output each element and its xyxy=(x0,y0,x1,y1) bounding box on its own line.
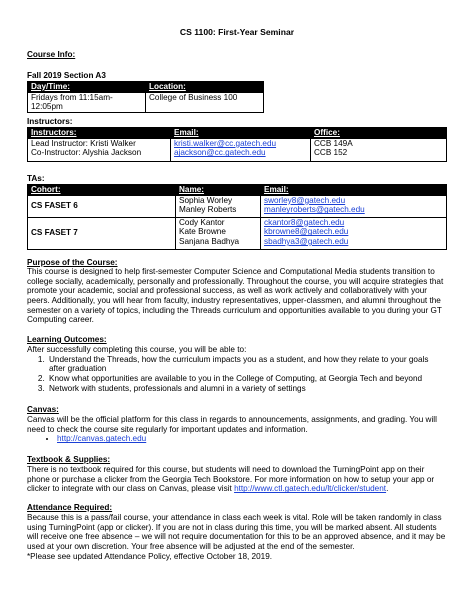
textbook-text: There is no textbook required for this course, but students will need to download the TurningPoint app on their phone or purchase a clicker from the Georgia Tech Bookstore. For more information on how to setup your app or clicker to integrate with our class on Canvas, please visit xyxy=(27,465,435,494)
col-email: Email: xyxy=(171,128,311,139)
faset-7-names xyxy=(176,217,261,249)
section-label: Fall 2019 Section A3 xyxy=(27,71,106,80)
canvas-link[interactable]: http://canvas.gatech.edu xyxy=(57,434,147,444)
instructor-names xyxy=(28,138,171,161)
list-item: 1. Understand the Threads, how the curriculum impacts you as a student, and how they relate to your goals after graduation xyxy=(47,355,447,374)
canvas-heading: Canvas: xyxy=(27,405,59,414)
lead-instructor-office: CCB 149A xyxy=(314,138,353,148)
col-instructors: Instructors: xyxy=(28,128,171,139)
instructors-table xyxy=(27,127,447,162)
ta-name: Manley Roberts xyxy=(179,205,237,215)
textbook-heading: Textbook & Supplies: xyxy=(27,455,111,464)
faset-7-emails xyxy=(261,217,447,249)
outcomes-heading: Learning Outcomes: xyxy=(27,335,107,344)
textbook-body xyxy=(27,465,447,494)
instructors-heading: Instructors: xyxy=(27,117,73,126)
canvas-section xyxy=(27,415,447,444)
ta-email[interactable]: kbrowne8@gatech.edu xyxy=(264,227,349,237)
outcomes-list xyxy=(47,355,447,394)
co-instructor-email[interactable]: ajackson@cc.gatech.edu xyxy=(174,148,266,158)
lead-instructor: Lead Instructor: Kristi Walker xyxy=(31,138,136,148)
outcomes-intro: After successfully completing this course, you will be able to: xyxy=(27,345,247,354)
canvas-links xyxy=(57,434,447,444)
ta-name: Sophia Worley xyxy=(179,195,233,205)
ta-email[interactable]: sworley8@gatech.edu xyxy=(264,195,346,205)
purpose-heading: Purpose of the Course: xyxy=(27,258,118,267)
co-instructor: Co-Instructor: Alyshia Jackson xyxy=(31,148,142,158)
col-day-time: Day/Time: xyxy=(28,82,146,93)
co-instructor-office: CCB 152 xyxy=(314,148,348,158)
course-info-table xyxy=(27,81,264,113)
day-time-value: Fridays from 11:15am-12:05pm xyxy=(28,92,146,112)
col-cohort: Cohort: xyxy=(28,185,176,196)
purpose-body: This course is designed to help first-semester Computer Science and Computational Media students transition to college socially, academically, personally and professionally. Throughout the course, you will acquire strategies that promote your academic, social and professional success, as well as work actively and collaboratively with your peers. Additionally, you will hear from faculty, industry representatives, upper-classmen, and alumni throughout the semester on a variety of topics, including the Threads curriculum and opportunities available to you during your GT Computing career. xyxy=(27,267,444,325)
page-title: CS 1100: First-Year Seminar xyxy=(179,27,295,37)
cohort-faset-6: CS FASET 6 xyxy=(28,195,176,217)
col-name: Name: xyxy=(176,185,261,196)
attendance-body: Because this is a pass/fail course, your attendance in class each week is vital. Role will be taken randomly in class using TurningPoint (app or clicker). If you are not in class during this time, you will be marked absent. All students will receive one free absence – we will not require documentation for this to be an approved absence, and it may be used at your own discretion. Your free absence will be adjusted at the end of the semester. xyxy=(27,513,446,552)
list-item xyxy=(57,434,447,444)
col-location: Location: xyxy=(146,82,264,93)
ta-name: Sanjana Badhya xyxy=(179,237,240,247)
clicker-link[interactable]: http://www.ctl.gatech.edu/lt/clicker/student xyxy=(234,484,387,494)
textbook-suffix: . xyxy=(386,484,389,494)
col-office: Office: xyxy=(311,128,447,139)
ta-name: Kate Browne xyxy=(179,227,226,237)
faset-6-emails xyxy=(261,195,447,217)
location-value: College of Business 100 xyxy=(146,92,264,112)
list-item: 3. Network with students, professionals and alumni in a variety of settings xyxy=(47,384,447,394)
attendance-heading: Attendance Required: xyxy=(27,503,113,512)
ta-email[interactable]: ckantor8@gatech.edu xyxy=(264,217,345,227)
instructor-emails xyxy=(171,138,311,161)
instructor-offices xyxy=(311,138,447,161)
ta-email[interactable]: manleyroberts@gatech.edu xyxy=(264,205,365,215)
tas-heading: TAs: xyxy=(27,174,45,183)
ta-email[interactable]: sbadhya3@gatech.edu xyxy=(264,237,349,247)
outcomes-section xyxy=(27,345,447,393)
attendance-note: *Please see updated Attendance Policy, effective October 18, 2019. xyxy=(27,551,273,561)
attendance-section xyxy=(27,513,447,561)
ta-name: Cody Kantor xyxy=(179,217,225,227)
list-item: 2. Know what opportunities are available to you in the College of Computing, at Georgia Tech and beyond xyxy=(47,374,447,384)
course-info-heading: Course Info: xyxy=(27,50,76,59)
col-ta-email: Email: xyxy=(261,185,447,196)
canvas-body: Canvas will be the official platform for this class in regards to announcements, assignments, and grading. You will need to check the course site regularly for important updates and information. xyxy=(27,415,437,434)
tas-table xyxy=(27,184,447,250)
faset-6-names xyxy=(176,195,261,217)
cohort-faset-7: CS FASET 7 xyxy=(28,217,176,249)
lead-instructor-email[interactable]: kristi.walker@cc.gatech.edu xyxy=(174,138,277,148)
